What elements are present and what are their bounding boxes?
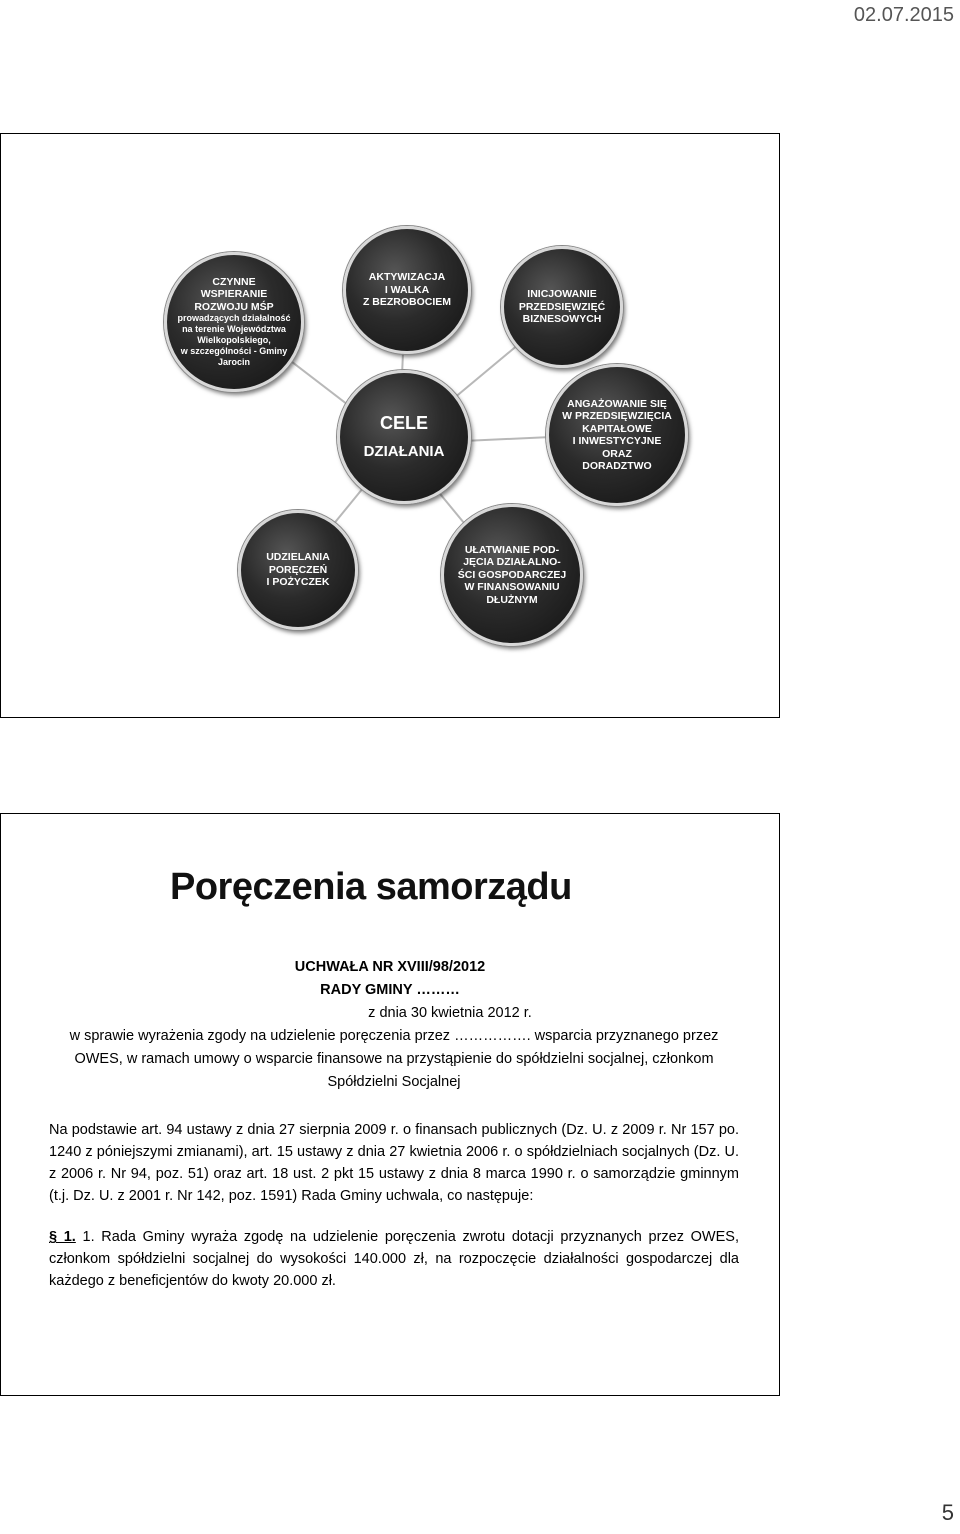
center-title: CELE: [379, 413, 428, 433]
bubble-text: AKTYWIZACJA: [368, 271, 446, 284]
goal-bubble-udzielanie: [238, 510, 358, 630]
bubble-text: JĘCIA DZIAŁALNO-: [463, 556, 561, 569]
page-number: 5: [941, 1500, 954, 1525]
bubble-text: na terenie Województwa: [182, 324, 286, 335]
goal-bubble-center: [337, 370, 471, 504]
section-label: § 1.: [49, 1229, 76, 1245]
bubble-text: I WALKA: [384, 283, 430, 296]
bubble-text: w szczególności - Gminy: [180, 346, 288, 357]
bubble-text: Jarocin: [217, 357, 250, 368]
bubble-text: CZYNNE: [212, 275, 256, 288]
resolution-date: z dnia 30 kwietnia 2012 r.: [368, 1005, 532, 1021]
bubble-text: WSPIERANIE: [200, 288, 268, 301]
bubble-text: W PRZEDSIĘWZIĘCIA: [562, 410, 672, 422]
goal-bubble-aktywizacja: [343, 226, 471, 354]
goal-bubble-inicjowanie: [501, 246, 623, 368]
center-subtitle: DZIAŁANIA: [363, 443, 445, 460]
resolution-subject: w sprawie wyrażenia zgody na udzielenie poręczenia przez ……………. wsparcia przyznanego przez OWES, w ramach umowy o wsparcie finansowe na przystąpienie do spółdzielni socjalnej, członkom Spółdzielni Socjalnej: [69, 1028, 719, 1090]
bubble-text: I POŻYCZEK: [266, 576, 330, 589]
goals-diagram: [1, 134, 779, 717]
section-text: 1. Rada Gminy wyraża zgodę na udzielenie poręczenia zwrotu dotacji przyznanych przez OWES, członkom spółdzielni socjalnej do wysokości 140.000 zł, na rozpoczęcie działalności gospodarczej dla każdego z beneficjentów do kwoty 20.000 zł.: [49, 1229, 739, 1289]
bubble-text: DORADZTWO: [582, 460, 652, 472]
bubble-text: ANGAŻOWANIE SIĘ: [567, 397, 667, 410]
section-1: [49, 1226, 739, 1292]
bubble-text: prowadzących działalność: [177, 313, 291, 324]
bubble-text: BIZNESOWYCH: [522, 313, 602, 326]
bubble-text: Wielkopolskiego,: [197, 335, 271, 346]
bubble-text: PORĘCZEŃ: [268, 563, 328, 576]
bubble-text: ROZWOJU MŚP: [194, 300, 274, 313]
bubble-text: I INWESTYCYJNE: [572, 435, 662, 447]
goal-bubble-angazowanie: [546, 364, 688, 506]
resolution-council: RADY GMINY ………: [320, 982, 460, 998]
bubble-text: Z BEZROBOCIEM: [362, 296, 452, 309]
bubble-text: W FINANSOWANIU: [464, 581, 560, 594]
print-date: 02.07.2015: [853, 4, 954, 26]
resolution-number: UCHWAŁA NR XVIII/98/2012: [294, 959, 486, 975]
slide-title: Poręczenia samorządu: [170, 866, 572, 908]
slide-guarantees: [0, 813, 780, 1396]
bubble-text: ORAZ: [602, 447, 632, 460]
goal-bubble-msp: [164, 252, 304, 392]
bubble-text: ŚCI GOSPODARCZEJ: [457, 568, 567, 581]
slide-goals-diagram: [0, 133, 780, 718]
bubble-text: PRZEDSIĘWZIĘĆ: [518, 300, 606, 313]
bubble-text: DŁUŻNYM: [486, 593, 538, 606]
goal-bubble-ulatwianie: [441, 504, 583, 646]
bubble-text: KAPITAŁOWE: [582, 422, 652, 435]
bubble-text: INICJOWANIE: [527, 288, 597, 301]
bubble-text: UDZIELANIA: [266, 551, 330, 564]
bubble-text: UŁATWIANIE POD-: [464, 543, 560, 556]
legal-basis: Na podstawie art. 94 ustawy z dnia 27 sierpnia 2009 r. o finansach publicznych (Dz. U. z 2009 r. Nr 157 po. 1240 z póniejszymi zmianami), art. 15 ustawy z dnia 27 kwietnia 2006 r. o spółdzielniach socjalnych (Dz. U. z 2006 r. Nr 94, poz. 51) oraz art. 18 ust. 2 pkt 15 ustawy z dnia 8 marca 1990 r. o samorządzie gminnym (t.j. Dz. U. z 2001 r. Nr 142, poz. 1591) Rada Gminy uchwala, co następuje:: [49, 1122, 739, 1204]
